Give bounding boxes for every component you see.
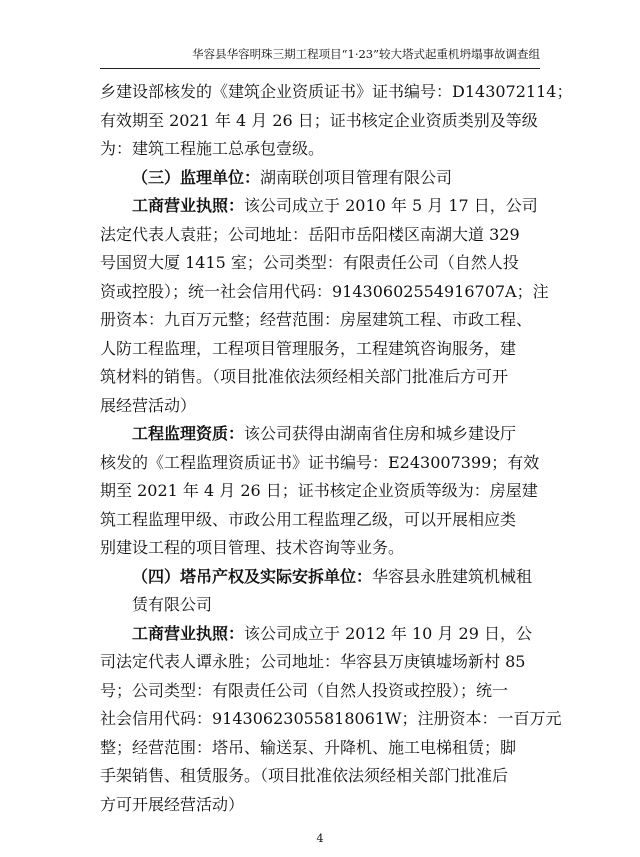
body-line: 整；经营范围：塔吊、输送泵、升降机、施工电梯租赁；脚 [100,738,517,757]
body-line: 有效期至 2021 年 4 月 26 日；证书核定企业资质类别及等级 [100,111,538,130]
body-line: 法定代表人袁莊；公司地址：岳阳市岳阳楼区南湖大道 329 [100,225,520,244]
section-3-value: 湖南联创项目管理有限公司 [260,168,453,187]
paragraph-first-line [132,196,548,216]
paragraph-first-line [132,624,548,644]
body-line: 展经营活动） [100,396,197,415]
body-line: 筑材料的销售。（项目批准依法须经相关部门批准后方可开 [100,367,509,386]
section-4-heading-line [132,567,548,587]
body-line: 筑工程监理甲级、市政公用工程监理乙级，可以开展相应类 [100,510,517,529]
business-license-label: 工商营业执照： [132,196,245,215]
supervision-qualification-label: 工程监理资质： [132,424,245,443]
body-line: 司法定代表人谭永胜；公司地址：华容县万庚镇墟场新村 85 [100,652,526,671]
body-line: 期至 2021 年 4 月 26 日；证书核定企业资质等级为：房屋建 [100,481,538,500]
business-license-text: 该公司成立于 2010 年 5 月 17 日，公司 [244,196,538,215]
body-line: 人防工程监理，工程项目管理服务，工程建筑咨询服务，建 [100,339,517,358]
document-header [100,46,540,69]
body-line: 号；公司类型：有限责任公司（自然人投资或控股）；统一 [100,681,509,700]
business-license-text: 该公司成立于 2012 年 10 月 29 日，公 [244,624,532,643]
body-line: 方可开展经营活动） [100,795,245,814]
body-line: 册资本：九百万元整；经营范围：房屋建筑工程、市政工程、 [100,310,533,329]
body-line: 别建设工程的项目管理、技术咨询等业务。 [100,538,405,557]
body-line: 乡建设部核发的《建筑企业资质证书》证书编号：D143072114； [100,82,573,101]
body-line: 资或控股）；统一社会信用代码：91430602554916707A；注 [100,282,549,301]
paragraph-first-line [132,424,548,444]
business-license-label: 工商营业执照： [132,624,245,643]
section-3-heading-line [132,168,548,188]
page-number: 4 [316,832,324,845]
body-line: 赁有限公司 [132,595,213,614]
supervision-qualification-text: 该公司获得由湖南省住房和城乡建设厅 [244,424,517,443]
body-line: 核发的《工程监理资质证书》证书编号：E243007399；有效 [100,453,540,472]
body-line: 社会信用代码：91430623055818061W；注册资本：一百万元 [100,709,562,728]
section-3-heading: （三）监理单位： [132,168,261,187]
body-line: 号国贸大厦 1415 室；公司类型：有限责任公司（自然人投 [100,253,519,272]
header-title: 华容县华容明珠三期工程项目“1·23”较大塔式起重机坍塌事故调查组 [192,47,540,61]
body-line: 手架销售、租赁服务。（项目批准依法须经相关部门批准后 [100,766,509,785]
section-4-value: 华容县永胜建筑机械租 [372,567,533,586]
section-4-heading: （四）塔吊产权及实际安拆单位： [132,567,373,586]
body-line: 为：建筑工程施工总承包壹级。 [100,139,325,158]
